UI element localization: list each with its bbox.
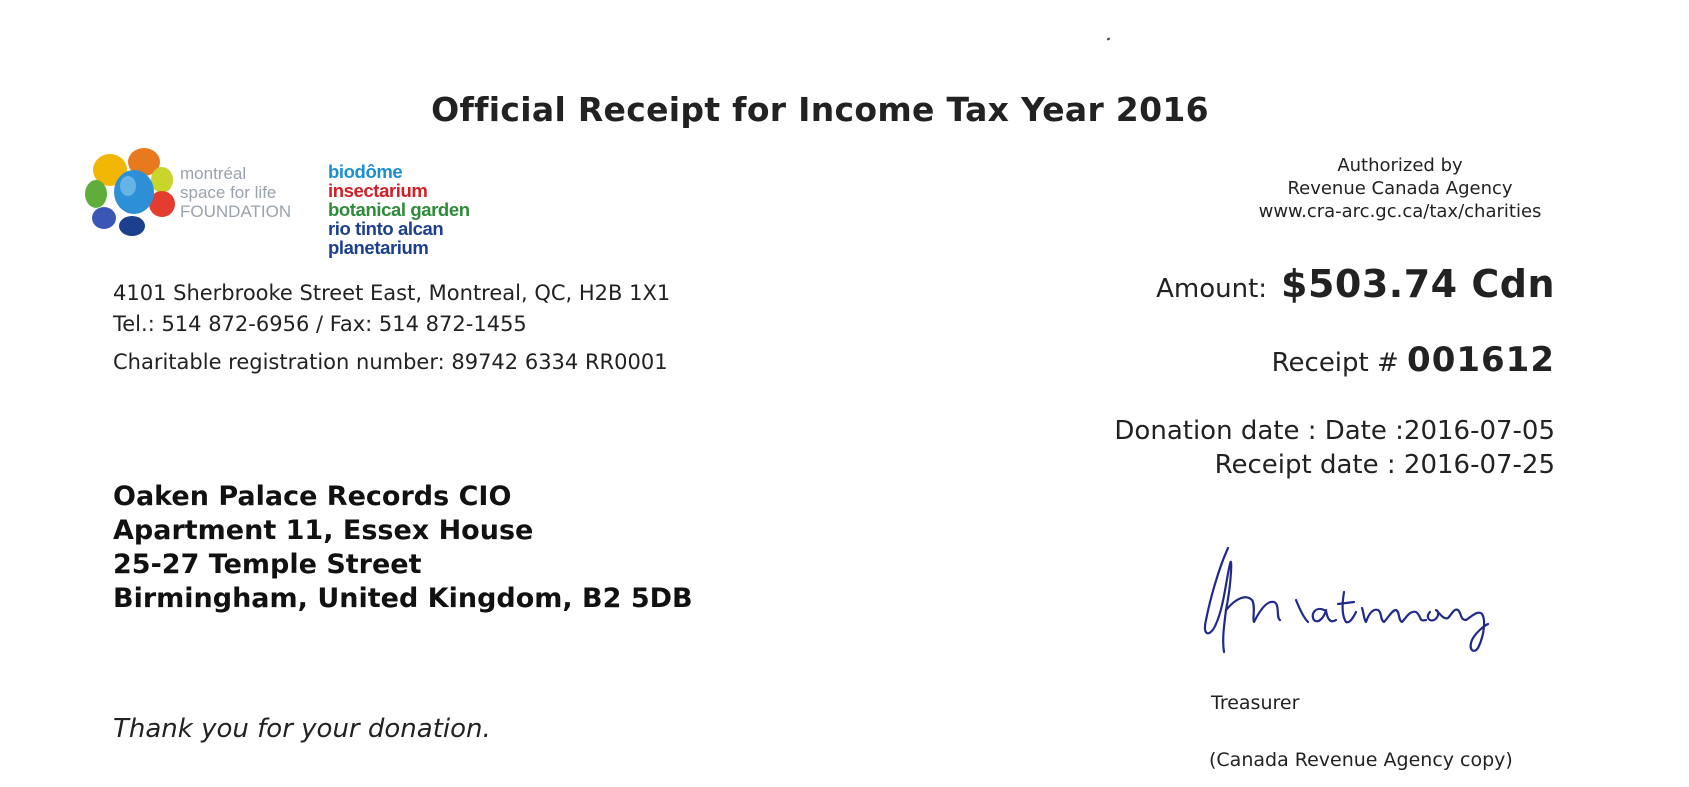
foundation-line: FOUNDATION — [180, 202, 292, 221]
scan-speck — [1107, 37, 1111, 40]
brand-botanical-garden: botanical garden — [328, 199, 470, 220]
issuer-address: 4101 Sherbrooke Street East, Montreal, QC, H2B 1X1 — [113, 281, 671, 305]
authorization-line: Revenue Canada Agency — [1287, 178, 1513, 199]
foundation-line: montréal — [180, 164, 247, 183]
brand-insectarium: insectarium — [328, 180, 428, 201]
foundation-wordmark — [180, 164, 291, 221]
brand-biodome: biodôme — [328, 161, 403, 182]
copy-note: (Canada Revenue Agency copy) — [1209, 749, 1513, 771]
issuer-phone-fax: Tel.: 514 872-6956 / Fax: 514 872-1455 — [113, 312, 527, 336]
foundation-logo — [82, 146, 502, 266]
foundation-line: space for life — [180, 183, 277, 202]
treasurer-signature — [1196, 540, 1496, 664]
dates-block — [1114, 414, 1555, 482]
brand-planetarium: planetarium — [328, 237, 429, 258]
brand-list — [328, 162, 470, 257]
recipient-name: Oaken Palace Records CIO — [113, 481, 512, 512]
recipient-line: Birmingham, United Kingdom, B2 5DB — [113, 583, 693, 614]
amount-label: Amount: — [1156, 274, 1268, 304]
amount-row — [1156, 262, 1555, 306]
signature-role: Treasurer — [1211, 692, 1300, 714]
thank-you-note: Thank you for your donation. — [113, 714, 491, 744]
charity-registration-number: Charitable registration number: 89742 6334 RR0001 — [113, 350, 668, 374]
receipt-date: Receipt date : 2016-07-25 — [1214, 450, 1555, 480]
authorization-block — [1230, 154, 1570, 223]
brand-rio-tinto-alcan: rio tinto alcan — [328, 218, 444, 239]
space-for-life-emblem-icon — [82, 146, 178, 242]
recipient-address — [113, 480, 693, 616]
page-title: Official Receipt for Income Tax Year 2016 — [431, 90, 1209, 129]
recipient-line: 25-27 Temple Street — [113, 549, 422, 580]
receipt-number-row — [1272, 340, 1555, 380]
donation-date: Donation date : Date :2016-07-05 — [1114, 416, 1555, 446]
receipt-number: 001612 — [1407, 340, 1555, 380]
receipt-label: Receipt # — [1271, 348, 1399, 378]
authorization-line: Authorized by — [1337, 155, 1463, 176]
authorization-url: www.cra-arc.gc.ca/tax/charities — [1258, 201, 1542, 222]
amount-value: $503.74 Cdn — [1281, 262, 1555, 306]
recipient-line: Apartment 11, Essex House — [113, 515, 534, 546]
